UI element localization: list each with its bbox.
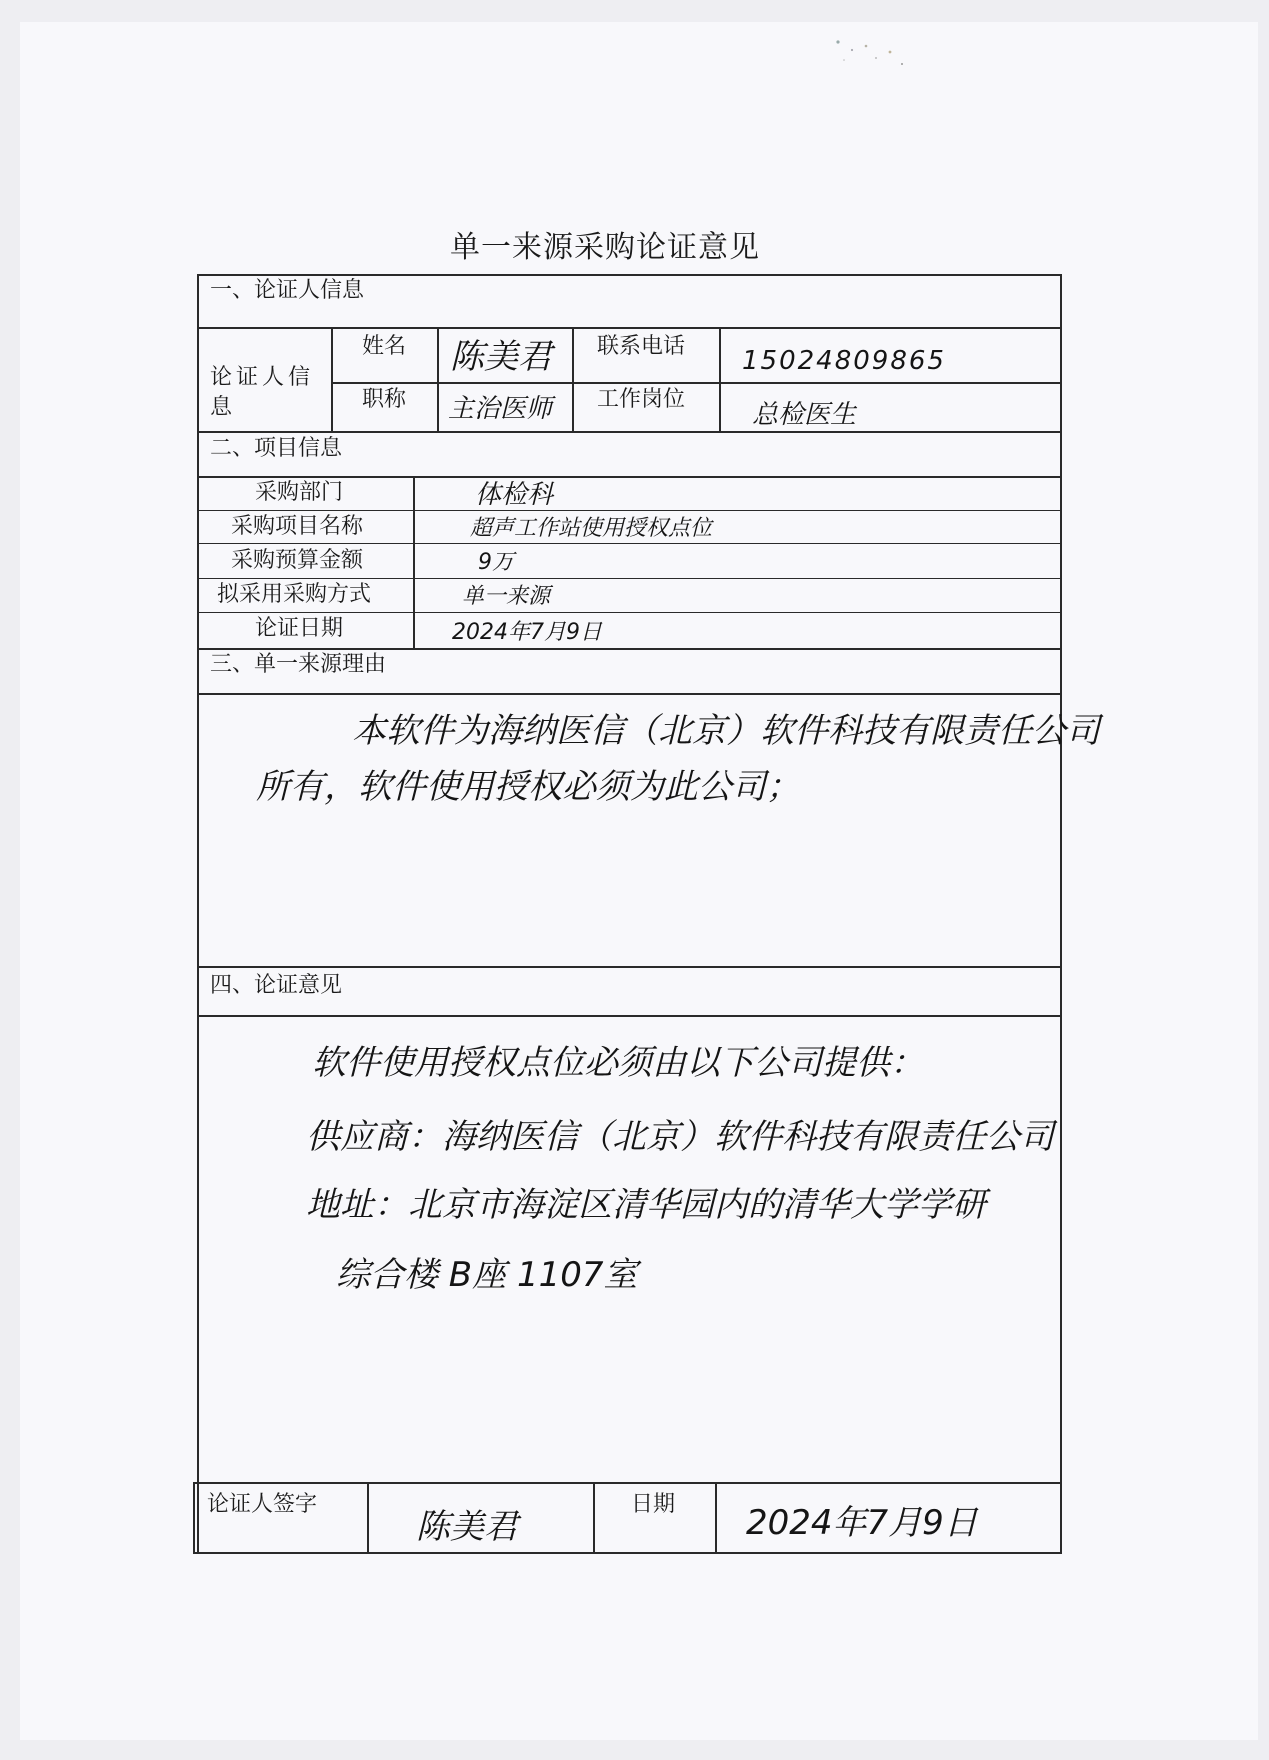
opinion-line-1: 软件使用授权点位必须由以下公司提供： bbox=[312, 1043, 924, 1083]
budget-label: 采购预算金额 bbox=[231, 548, 364, 573]
post-value: 总检医生 bbox=[752, 400, 857, 430]
method-value: 单一来源 bbox=[462, 584, 551, 609]
project-name-label: 采购项目名称 bbox=[231, 514, 364, 539]
date-label: 论证日期 bbox=[255, 616, 344, 641]
section4-heading: 四、论证意见 bbox=[210, 973, 343, 998]
section1-group-label: 论证人信息 bbox=[210, 365, 315, 420]
name-label: 姓名 bbox=[362, 334, 407, 359]
method-label: 拟采用采购方式 bbox=[217, 582, 372, 607]
dept-value: 体检科 bbox=[475, 480, 554, 510]
reason-line-2: 所有，软件使用授权必须为此公司； bbox=[256, 767, 800, 807]
footer-date-value: 2024年7月9日 bbox=[746, 1503, 978, 1543]
title-label: 职称 bbox=[362, 387, 407, 412]
title-value: 主治医师 bbox=[448, 394, 553, 424]
opinion-line-3: 地址：北京市海淀区清华园内的清华大学学研 bbox=[306, 1185, 986, 1225]
opinion-line-2: 供应商：海纳医信（北京）软件科技有限责任公司 bbox=[306, 1117, 1054, 1157]
opinion-line-4: 综合楼 B座 1107室 bbox=[336, 1255, 638, 1295]
section1-heading: 一、论证人信息 bbox=[210, 278, 365, 303]
document-title: 单一来源采购论证意见 bbox=[450, 230, 760, 265]
signature-label: 论证人签字 bbox=[207, 1492, 318, 1517]
project-name-value: 超声工作站使用授权点位 bbox=[470, 516, 713, 541]
reason-line-1: 本软件为海纳医信（北京）软件科技有限责任公司 bbox=[352, 711, 1100, 751]
section3-heading: 三、单一来源理由 bbox=[210, 652, 387, 677]
name-value: 陈美君 bbox=[450, 337, 552, 377]
phone-value: 15024809865 bbox=[742, 346, 946, 376]
post-label: 工作岗位 bbox=[597, 387, 686, 412]
date-value: 2024年7月9日 bbox=[452, 620, 602, 645]
footer-date-label: 日期 bbox=[631, 1492, 676, 1517]
dept-label: 采购部门 bbox=[255, 480, 344, 505]
budget-value: 9万 bbox=[478, 550, 514, 575]
section2-heading: 二、项目信息 bbox=[210, 436, 343, 461]
phone-label: 联系电话 bbox=[597, 334, 686, 359]
signature: 陈美君 bbox=[416, 1507, 518, 1547]
